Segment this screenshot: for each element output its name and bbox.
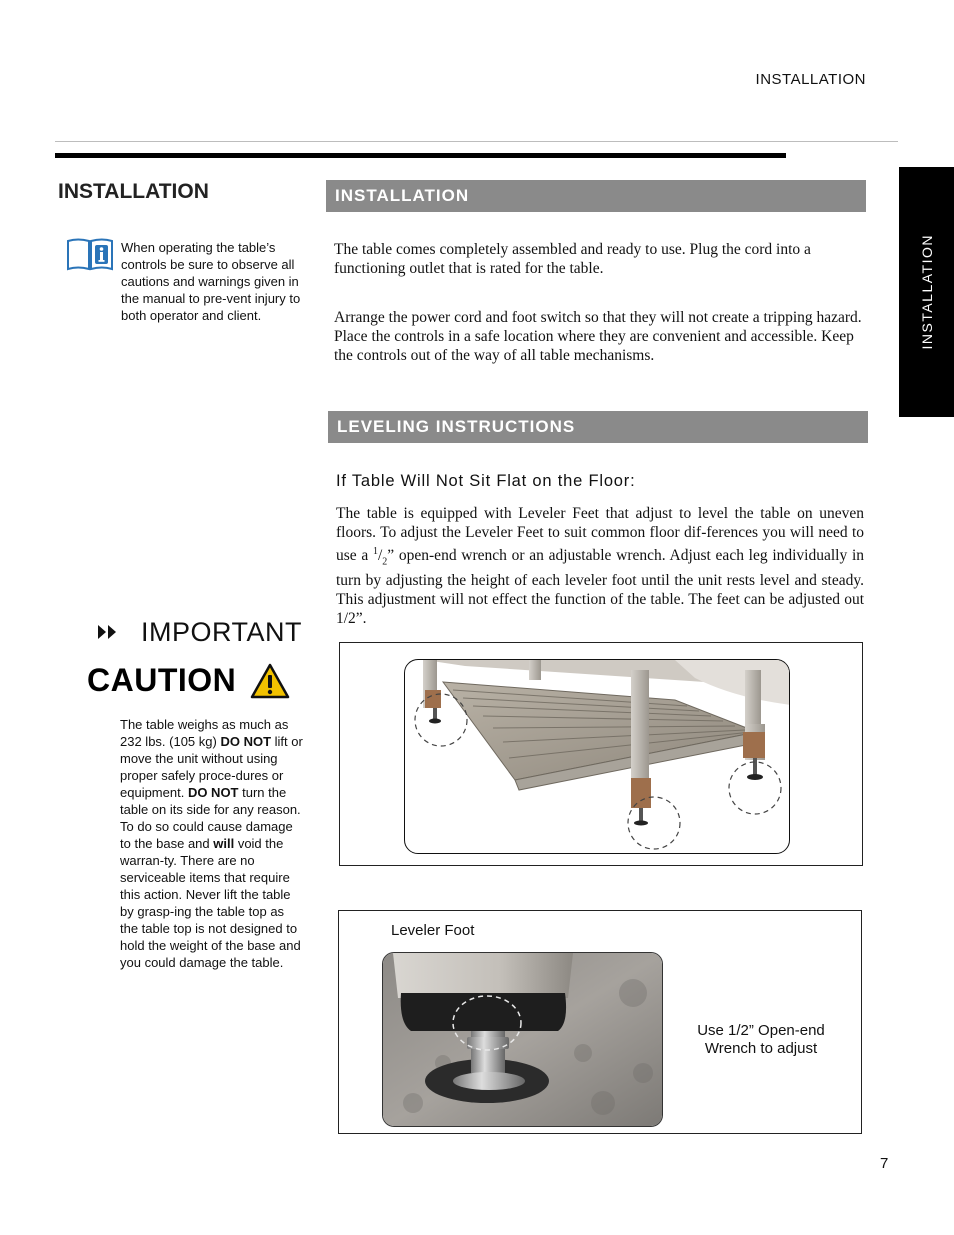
section-heading-leveling: LEVELING INSTRUCTIONS bbox=[328, 411, 868, 443]
running-header: INSTALLATION bbox=[755, 71, 866, 88]
caution-emphasis: will bbox=[213, 836, 235, 851]
double-chevron-icon bbox=[97, 624, 119, 640]
side-tab-label: INSTALLATION bbox=[918, 234, 935, 350]
caution-emphasis: DO NOT bbox=[220, 734, 272, 749]
section-heading-installation: INSTALLATION bbox=[326, 180, 866, 212]
leveler-foot-label: Leveler Foot bbox=[391, 922, 475, 939]
caution-text bbox=[120, 716, 304, 971]
table-base-illustration bbox=[405, 660, 790, 854]
leveler-foot-photo bbox=[382, 952, 663, 1127]
installation-paragraph-1: The table comes completely assembled and ready to use. Plug the cord into a functioning outlet that is rated for the table. bbox=[334, 241, 811, 277]
caution-heading bbox=[87, 662, 290, 699]
table-base-photo bbox=[404, 659, 790, 854]
caution-label: CAUTION bbox=[87, 662, 237, 698]
side-tab bbox=[899, 167, 954, 417]
leveling-text-part: The table is equipped with Leveler Feet that adjust to level the table on uneven floors. To adjust the Leveler Feet to suit common floor dif-ferences you will need to use a bbox=[336, 505, 864, 565]
leveling-paragraph: The table is equipped with Leveler Feet that adjust to level the table on uneven floors. To adjust the Leveler Feet to suit common floor dif-ferences you will need to use a $^1/_2$” open-end wrench or an adjustable wrench. Adjust each leg individually in turn by adjusting the height of each leveler foot until the unit rests level and steady. This adjustment will not effect the function of the table. The feet can be adjusted out 1/2”. bbox=[336, 505, 865, 628]
installation-paragraph-2: Arrange the power cord and foot switch so that they will not create a tripping hazard. Place the controls in a safe location where they are convenient and accessible. Keep the controls out of the way of all table mechanisms. bbox=[334, 309, 862, 364]
leveling-text-part: ” open-end wrench or an adjustable wrench. Adjust each leg individually in turn by adjusting the height of each leveler foot until the unit rests level and steady. This adjustment will not effect the function of the table. The feet can be adjusted out 1/2”. bbox=[336, 547, 865, 628]
section-divider bbox=[55, 153, 786, 158]
page-number: 7 bbox=[880, 1155, 889, 1172]
wrench-instruction: Use 1/2” Open-end Wrench to adjust bbox=[697, 1022, 825, 1057]
leveler-foot-illustration bbox=[383, 953, 663, 1127]
left-column-title: INSTALLATION bbox=[58, 180, 209, 203]
leveling-subheading: If Table Will Not Sit Flat on the Floor: bbox=[336, 472, 636, 490]
caution-text-part: turn the table on its side for any reason. To do so could cause damage to the base and bbox=[120, 785, 301, 851]
warning-triangle-icon bbox=[250, 663, 290, 699]
fraction-numerator: 1 bbox=[372, 546, 378, 557]
header-rule bbox=[55, 141, 898, 142]
info-book-icon bbox=[66, 237, 114, 271]
caution-text-part: The table weighs as much as 232 lbs. (105 kg) bbox=[120, 717, 289, 749]
safety-note: When operating the table’s controls be sure to observe all cautions and warnings given in the manual to pre-vent injury to both operator and client. bbox=[121, 240, 301, 323]
important-label: IMPORTANT bbox=[141, 616, 303, 647]
fraction-denominator: 2 bbox=[382, 556, 388, 568]
caution-text-part: lift or move the unit without using proper safely proce-dures or equipment. bbox=[120, 734, 303, 800]
caution-text-part: void the warran-ty. There are no serviceable items that require this action. Never lift the table by grasp-ing the table top as the table top is not designed to hold the weight of the base and you could damage the table. bbox=[120, 836, 301, 970]
caution-emphasis: DO NOT bbox=[187, 785, 239, 800]
important-heading bbox=[97, 614, 302, 650]
